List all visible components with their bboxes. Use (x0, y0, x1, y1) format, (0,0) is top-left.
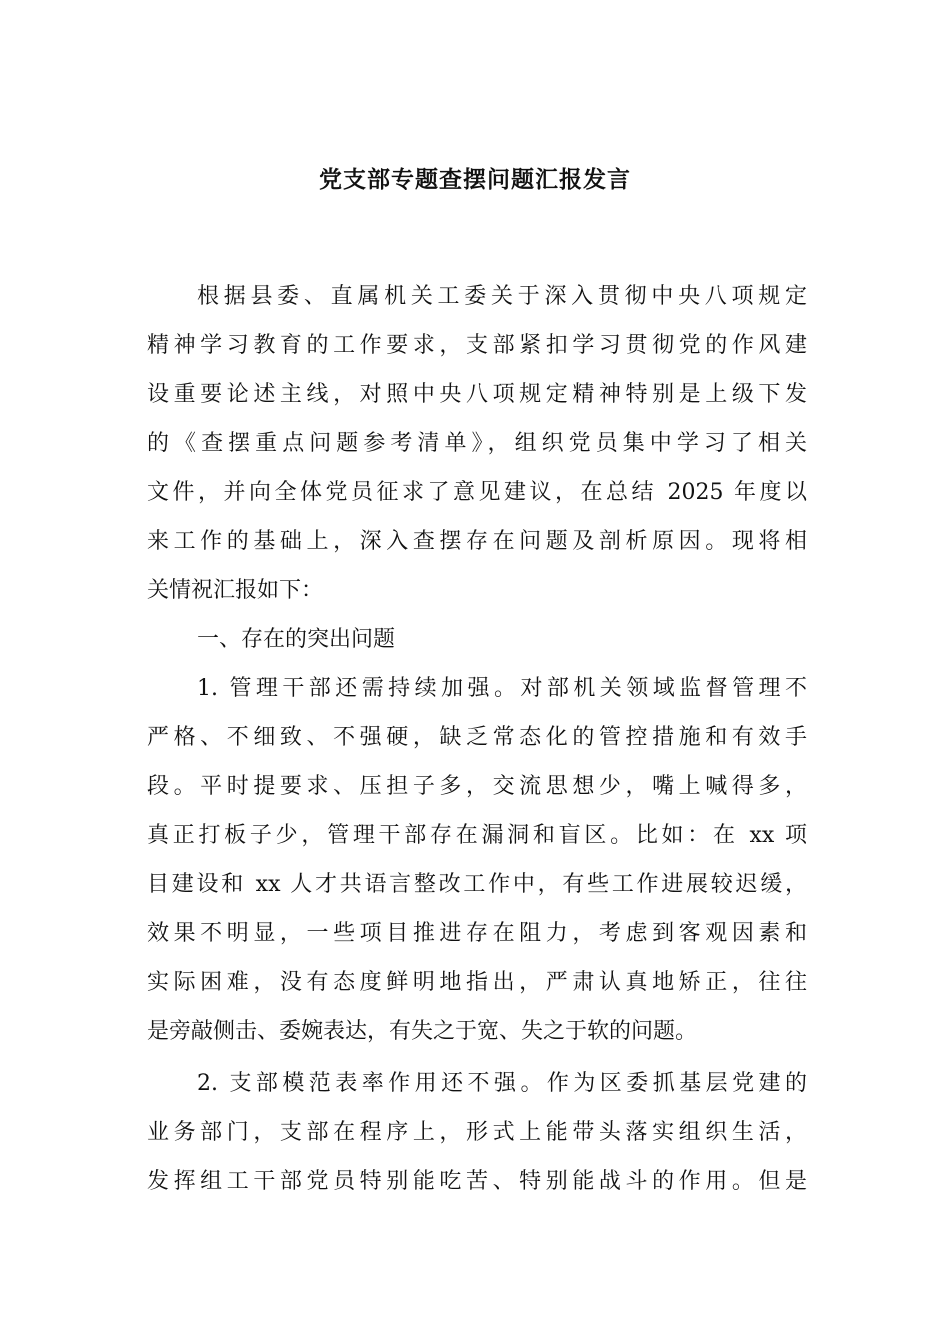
paragraph-line: 发挥组工干部党员特别能吃苦、特别能战斗的作用。但是 (147, 1169, 807, 1194)
paragraph-line: 效果不明显，一些项目推进存在阻力，考虑到客观因素和 (147, 921, 807, 946)
paragraph-line: 设重要论述主线，对照中央八项规定精神特别是上级下发 (147, 382, 807, 407)
paragraph-line: 文件，并向全体党员征求了意见建议，在总结 2025 年度以 (147, 480, 807, 505)
paragraph-line: 实际困难，没有态度鲜明地指出，严肃认真地矫正，往往 (147, 970, 807, 995)
paragraph-line: 业务部门，支部在程序上，形式上能带头落实组织生活， (147, 1120, 807, 1145)
paragraph-line: 关情祝汇报如下： (147, 578, 324, 603)
paragraph-line: 的《查摆重点问题参考清单》，组织党员集中学习了相关 (147, 431, 807, 456)
paragraph-line: 是旁敲侧击、委婉表达，有失之于宽、失之于软的问题。 (147, 1019, 698, 1044)
paragraph-line: 段。平时提要求、压担子多，交流思想少，嘴上喊得多， (147, 774, 807, 799)
paragraph-line: 根据县委、直属机关工委关于深入贯彻中央八项规定 (197, 284, 807, 309)
document-title: 党支部专题查摆问题汇报发言 (319, 166, 631, 193)
paragraph-line: 真正打板子少，管理干部存在漏洞和盲区。比如：在 xx 项 (147, 823, 807, 848)
paragraph-line: 严格、不细致、不强硬，缺乏常态化的管控措施和有效手 (147, 725, 807, 750)
paragraph-line: 2. 支部模范表率作用还不强。作为区委抓基层党建的 (197, 1071, 807, 1096)
paragraph-line: 1. 管理干部还需持续加强。对部机关领域监督管理不 (197, 676, 807, 701)
section-heading: 一、存在的突出问题 (197, 627, 396, 652)
paragraph-line: 来工作的基础上，深入查摆存在问题及剖析原因。现将相 (147, 529, 807, 554)
paragraph-line: 目建设和 xx 人才共语言整改工作中，有些工作进展较迟缓， (147, 872, 807, 897)
paragraph-line: 精神学习教育的工作要求，支部紧扣学习贯彻党的作风建 (147, 333, 807, 358)
